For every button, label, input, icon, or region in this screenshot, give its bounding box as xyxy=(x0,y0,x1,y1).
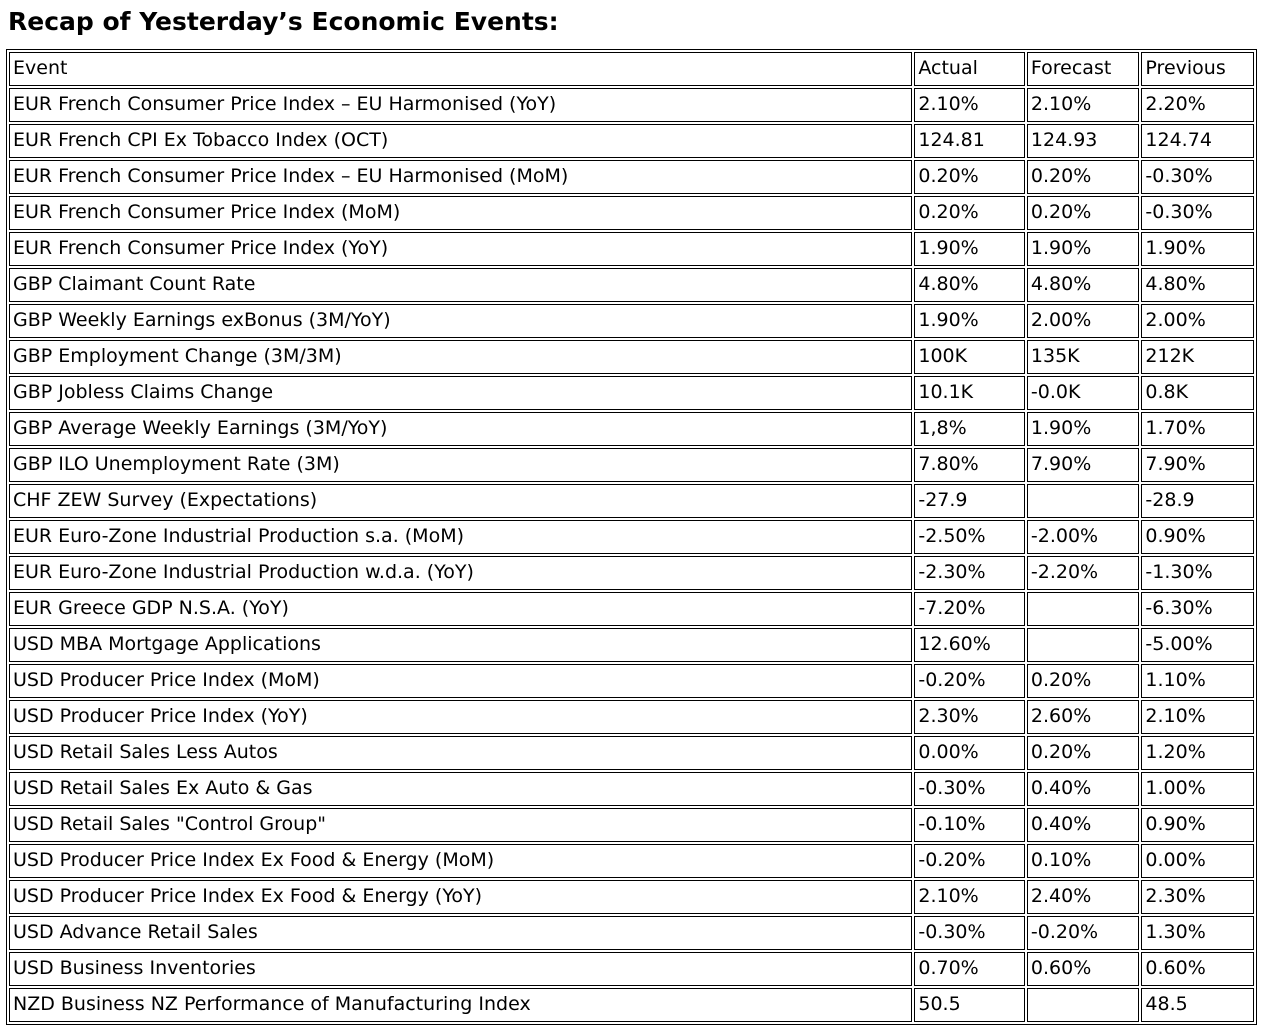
cell-forecast: 7.90% xyxy=(1027,448,1140,482)
cell-previous: 2.30% xyxy=(1141,880,1254,914)
cell-forecast: 0.20% xyxy=(1027,160,1140,194)
column-header-event: Event xyxy=(9,52,912,86)
cell-previous: 7.90% xyxy=(1141,448,1254,482)
cell-previous: -28.9 xyxy=(1141,484,1254,518)
cell-forecast: 1.90% xyxy=(1027,412,1140,446)
table-row xyxy=(9,916,1254,950)
cell-previous: -0.30% xyxy=(1141,196,1254,230)
cell-forecast: 1.90% xyxy=(1027,232,1140,266)
table-row xyxy=(9,880,1254,914)
table-row xyxy=(9,952,1254,986)
table-row xyxy=(9,736,1254,770)
cell-event: USD Retail Sales "Control Group" xyxy=(9,808,912,842)
cell-forecast: 2.00% xyxy=(1027,304,1140,338)
cell-event: USD Advance Retail Sales xyxy=(9,916,912,950)
table-row xyxy=(9,268,1254,302)
cell-event: EUR French Consumer Price Index – EU Harmonised (MoM) xyxy=(9,160,912,194)
table-body xyxy=(9,88,1254,1022)
cell-event: EUR French Consumer Price Index (YoY) xyxy=(9,232,912,266)
cell-event: EUR French CPI Ex Tobacco Index (OCT) xyxy=(9,124,912,158)
cell-forecast: 0.40% xyxy=(1027,772,1140,806)
cell-actual: -27.9 xyxy=(914,484,1025,518)
cell-actual: 2.10% xyxy=(914,88,1025,122)
cell-actual: 0.20% xyxy=(914,160,1025,194)
table-row xyxy=(9,808,1254,842)
table-row xyxy=(9,484,1254,518)
cell-forecast: 0.20% xyxy=(1027,664,1140,698)
cell-forecast: 0.20% xyxy=(1027,736,1140,770)
table-row xyxy=(9,340,1254,374)
cell-actual: 0.70% xyxy=(914,952,1025,986)
table-row xyxy=(9,772,1254,806)
cell-actual: 50.5 xyxy=(914,988,1025,1022)
cell-forecast: 2.60% xyxy=(1027,700,1140,734)
table-row xyxy=(9,628,1254,662)
cell-event: EUR Euro-Zone Industrial Production w.d.a. (YoY) xyxy=(9,556,912,590)
table-row xyxy=(9,232,1254,266)
cell-forecast: 0.10% xyxy=(1027,844,1140,878)
cell-previous: 0.60% xyxy=(1141,952,1254,986)
table-header-row xyxy=(9,52,1254,86)
cell-forecast: 0.40% xyxy=(1027,808,1140,842)
cell-forecast: -2.00% xyxy=(1027,520,1140,554)
cell-event: EUR Greece GDP N.S.A. (YoY) xyxy=(9,592,912,626)
cell-forecast: 0.20% xyxy=(1027,196,1140,230)
cell-previous: 1.30% xyxy=(1141,916,1254,950)
cell-event: USD Business Inventories xyxy=(9,952,912,986)
cell-actual: 1,8% xyxy=(914,412,1025,446)
cell-previous: 0.90% xyxy=(1141,808,1254,842)
table-row xyxy=(9,520,1254,554)
cell-event: GBP Claimant Count Rate xyxy=(9,268,912,302)
cell-event: USD Producer Price Index Ex Food & Energy (MoM) xyxy=(9,844,912,878)
cell-event: USD Producer Price Index (YoY) xyxy=(9,700,912,734)
cell-previous: 2.10% xyxy=(1141,700,1254,734)
cell-forecast xyxy=(1027,484,1140,518)
cell-actual: 100K xyxy=(914,340,1025,374)
table-row xyxy=(9,664,1254,698)
cell-forecast: -0.0K xyxy=(1027,376,1140,410)
cell-actual: -0.20% xyxy=(914,844,1025,878)
cell-previous: 0.8K xyxy=(1141,376,1254,410)
table-row xyxy=(9,556,1254,590)
cell-previous: 1.90% xyxy=(1141,232,1254,266)
cell-event: USD Producer Price Index (MoM) xyxy=(9,664,912,698)
column-header-previous: Previous xyxy=(1141,52,1254,86)
cell-actual: 1.90% xyxy=(914,232,1025,266)
page-title: Recap of Yesterday’s Economic Events: xyxy=(8,7,559,36)
cell-event: GBP Weekly Earnings exBonus (3M/YoY) xyxy=(9,304,912,338)
cell-actual: 0.00% xyxy=(914,736,1025,770)
cell-previous: 0.90% xyxy=(1141,520,1254,554)
cell-event: GBP Employment Change (3M/3M) xyxy=(9,340,912,374)
cell-previous: 48.5 xyxy=(1141,988,1254,1022)
cell-actual: -7.20% xyxy=(914,592,1025,626)
cell-event: CHF ZEW Survey (Expectations) xyxy=(9,484,912,518)
table-row xyxy=(9,124,1254,158)
cell-event: GBP Average Weekly Earnings (3M/YoY) xyxy=(9,412,912,446)
cell-event: USD Retail Sales Ex Auto & Gas xyxy=(9,772,912,806)
cell-event: NZD Business NZ Performance of Manufacturing Index xyxy=(9,988,912,1022)
cell-actual: 7.80% xyxy=(914,448,1025,482)
table-row xyxy=(9,844,1254,878)
cell-forecast xyxy=(1027,628,1140,662)
cell-forecast: 2.40% xyxy=(1027,880,1140,914)
cell-forecast: -0.20% xyxy=(1027,916,1140,950)
cell-forecast xyxy=(1027,988,1140,1022)
cell-previous: -1.30% xyxy=(1141,556,1254,590)
economic-events-table xyxy=(6,49,1257,1025)
cell-previous: -6.30% xyxy=(1141,592,1254,626)
table-row xyxy=(9,592,1254,626)
cell-actual: 1.90% xyxy=(914,304,1025,338)
column-header-forecast: Forecast xyxy=(1027,52,1140,86)
cell-previous: 0.00% xyxy=(1141,844,1254,878)
cell-previous: 1.70% xyxy=(1141,412,1254,446)
table-row xyxy=(9,376,1254,410)
cell-previous: 1.10% xyxy=(1141,664,1254,698)
cell-event: USD Producer Price Index Ex Food & Energy (YoY) xyxy=(9,880,912,914)
cell-actual: 12.60% xyxy=(914,628,1025,662)
cell-forecast: 2.10% xyxy=(1027,88,1140,122)
cell-previous: 212K xyxy=(1141,340,1254,374)
table-row xyxy=(9,196,1254,230)
cell-previous: 2.20% xyxy=(1141,88,1254,122)
cell-event: EUR French Consumer Price Index (MoM) xyxy=(9,196,912,230)
cell-previous: 1.20% xyxy=(1141,736,1254,770)
cell-actual: -0.10% xyxy=(914,808,1025,842)
cell-actual: 2.30% xyxy=(914,700,1025,734)
cell-event: USD MBA Mortgage Applications xyxy=(9,628,912,662)
cell-actual: 4.80% xyxy=(914,268,1025,302)
column-header-actual: Actual xyxy=(914,52,1025,86)
cell-actual: -2.50% xyxy=(914,520,1025,554)
cell-previous: 124.74 xyxy=(1141,124,1254,158)
table-row xyxy=(9,412,1254,446)
cell-previous: 2.00% xyxy=(1141,304,1254,338)
cell-forecast: 135K xyxy=(1027,340,1140,374)
table-row xyxy=(9,304,1254,338)
cell-event: USD Retail Sales Less Autos xyxy=(9,736,912,770)
cell-actual: -0.20% xyxy=(914,664,1025,698)
cell-forecast: 0.60% xyxy=(1027,952,1140,986)
cell-event: GBP Jobless Claims Change xyxy=(9,376,912,410)
table-row xyxy=(9,160,1254,194)
table-row xyxy=(9,988,1254,1022)
cell-forecast: -2.20% xyxy=(1027,556,1140,590)
cell-event: EUR Euro-Zone Industrial Production s.a. (MoM) xyxy=(9,520,912,554)
table-row xyxy=(9,448,1254,482)
table-row xyxy=(9,88,1254,122)
cell-actual: -0.30% xyxy=(914,916,1025,950)
cell-event: GBP ILO Unemployment Rate (3M) xyxy=(9,448,912,482)
cell-forecast: 4.80% xyxy=(1027,268,1140,302)
cell-previous: -5.00% xyxy=(1141,628,1254,662)
cell-forecast xyxy=(1027,592,1140,626)
cell-event: EUR French Consumer Price Index – EU Harmonised (YoY) xyxy=(9,88,912,122)
cell-actual: 2.10% xyxy=(914,880,1025,914)
cell-forecast: 124.93 xyxy=(1027,124,1140,158)
cell-actual: -0.30% xyxy=(914,772,1025,806)
cell-previous: 4.80% xyxy=(1141,268,1254,302)
cell-actual: -2.30% xyxy=(914,556,1025,590)
cell-actual: 124.81 xyxy=(914,124,1025,158)
cell-previous: 1.00% xyxy=(1141,772,1254,806)
table-row xyxy=(9,700,1254,734)
cell-previous: -0.30% xyxy=(1141,160,1254,194)
cell-actual: 0.20% xyxy=(914,196,1025,230)
cell-actual: 10.1K xyxy=(914,376,1025,410)
